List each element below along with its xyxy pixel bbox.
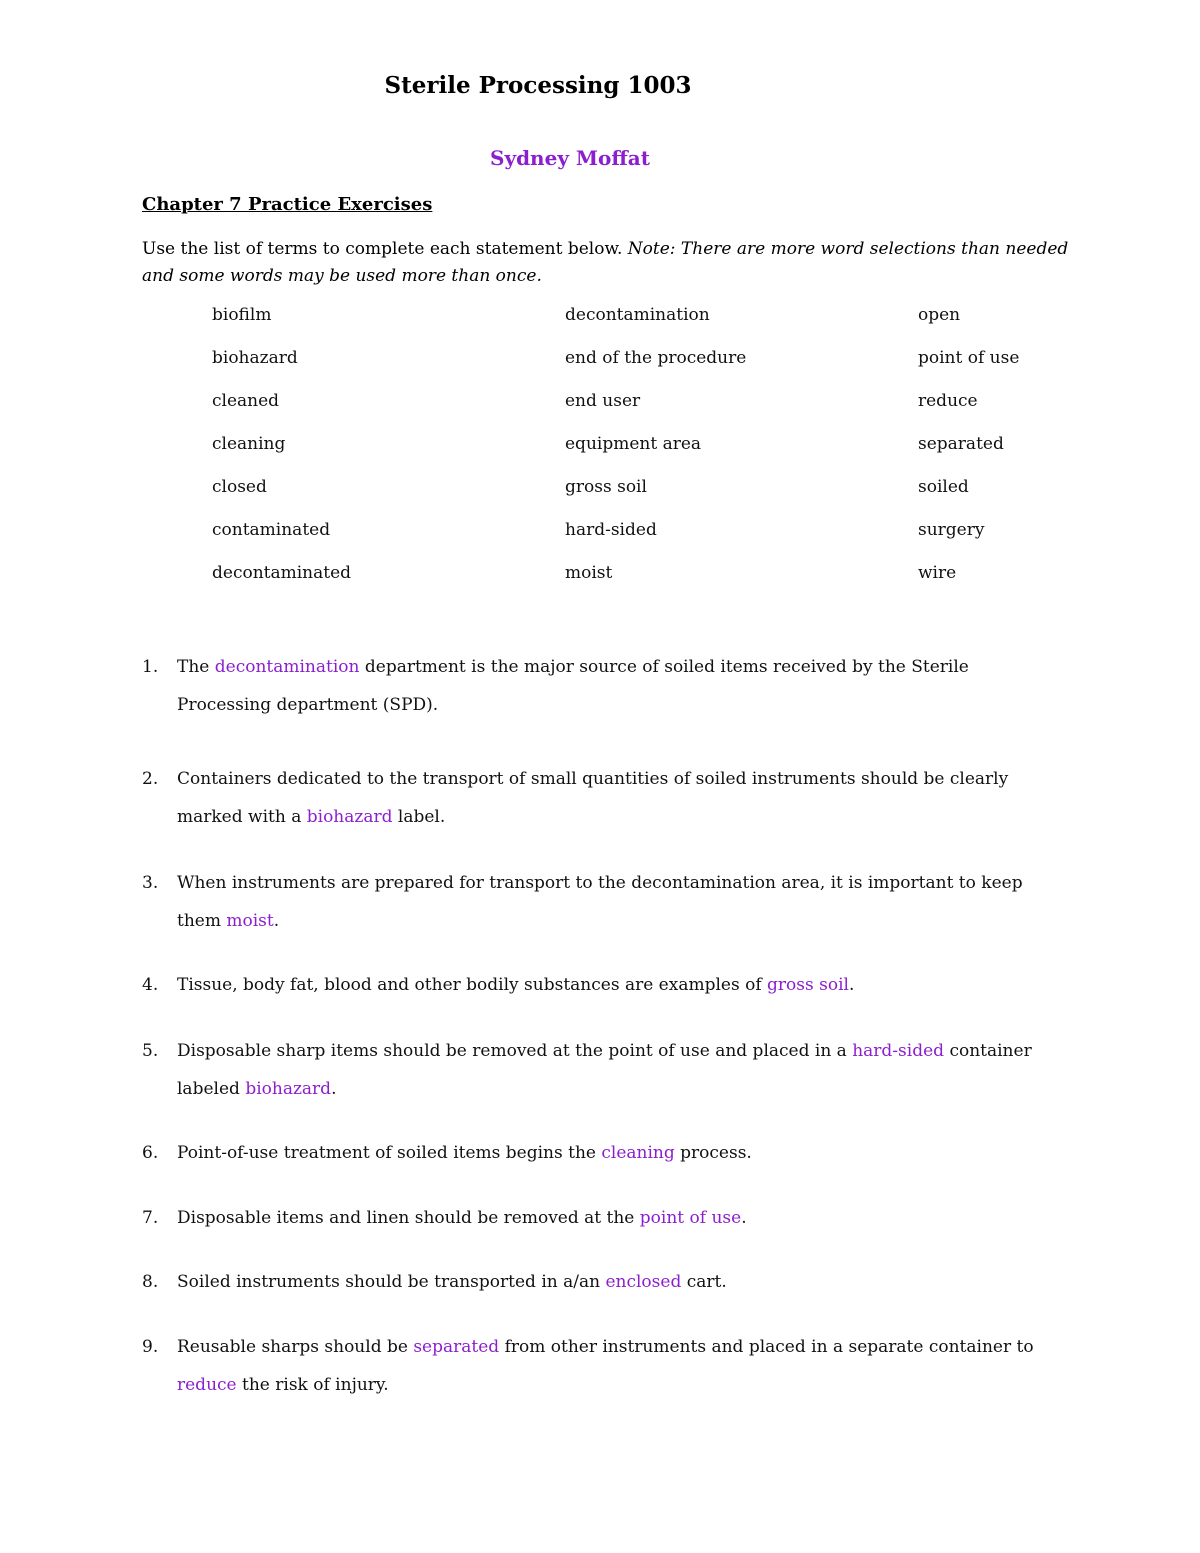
answer-word: biohazard [245,1079,332,1099]
answer-word: decontamination [214,657,360,677]
question-text-part: label. [392,807,446,827]
answer-word: cleaning [601,1143,675,1163]
term-item: equipment area [565,434,702,454]
question-text-part: . [741,1208,747,1228]
instructions [142,236,1072,290]
question-text [177,1199,1067,1237]
answer-word: gross soil [767,975,849,995]
term-item: separated [918,434,1004,454]
question-number: 5. [142,1041,159,1061]
question-text-part: The [177,657,215,677]
answer-word: hard-sided [852,1041,945,1061]
author-name: Sydney Moffat [490,146,650,170]
question-text-part: the risk of injury. [236,1375,389,1395]
question-text [177,1263,1067,1301]
answer-word: reduce [177,1375,237,1395]
question-text-part: Disposable items and linen should be removed at the [177,1208,640,1228]
question-text-part: Reusable sharps should be [177,1337,414,1357]
question-number: 9. [142,1337,159,1357]
question-text [177,1328,1067,1404]
term-item: contaminated [212,520,331,540]
question-number: 6. [142,1143,159,1163]
answer-word: separated [413,1337,500,1357]
question-text-part: from other instruments and placed in a separate container to [499,1337,1034,1357]
question-text-part: process. [674,1143,752,1163]
instructions-note: Note: There are more word selections than needed and some words may be used more than once. [142,239,1069,286]
term-item: moist [565,563,613,583]
answer-word: enclosed [605,1272,682,1292]
term-item: open [918,305,961,325]
term-item: cleaning [212,434,286,454]
term-item: gross soil [565,477,647,497]
question-text-part: Disposable sharp items should be removed at the point of use and placed in a [177,1041,853,1061]
term-item: point of use [918,348,1020,368]
term-item: biofilm [212,305,272,325]
term-item: wire [918,563,957,583]
question-number: 3. [142,873,159,893]
term-item: decontamination [565,305,710,325]
answer-word: biohazard [306,807,393,827]
term-item: surgery [918,520,985,540]
question-text [177,1032,1067,1108]
question-text-part: Tissue, body fat, blood and other bodily substances are examples of [177,975,768,995]
question-number: 4. [142,975,159,995]
question-text-part: Soiled instruments should be transported in a/an [177,1272,606,1292]
question-text-part: When instruments are prepared for transport to the decontamination area, it is important to keep them [177,873,1023,931]
term-item: decontaminated [212,563,352,583]
term-item: end user [565,391,641,411]
term-item: end of the procedure [565,348,747,368]
question-number: 7. [142,1208,159,1228]
chapter-heading: Chapter 7 Practice Exercises [142,194,433,215]
question-text [177,864,1067,940]
question-text [177,760,1067,836]
question-number: 1. [142,657,159,677]
term-item: closed [212,477,267,497]
question-text-part: Point-of-use treatment of soiled items begins the [177,1143,602,1163]
answer-word: point of use [639,1208,742,1228]
question-number: 8. [142,1272,159,1292]
question-text-part: department is the major source of soiled items received by the Sterile Processing department (SPD). [177,657,969,715]
question-text [177,966,1067,1004]
term-item: biohazard [212,348,298,368]
term-item: soiled [918,477,969,497]
question-number: 2. [142,769,159,789]
term-item: hard-sided [565,520,657,540]
question-text-part: . [331,1079,337,1099]
question-text [177,1134,1067,1172]
term-item: reduce [918,391,978,411]
question-text-part: cart. [681,1272,727,1292]
instructions-text: Use the list of terms to complete each statement below. [142,239,628,259]
document-title: Sterile Processing 1003 [384,72,692,99]
question-text-part: Containers dedicated to the transport of small quantities of soiled instruments should be clearly marked with a [177,769,1009,827]
question-text-part: container labeled [177,1041,1032,1099]
question-text-part: . [848,975,855,995]
term-item: cleaned [212,391,280,411]
question-text [177,648,1067,724]
question-text-part: . [273,911,280,931]
answer-word: moist [226,911,274,931]
